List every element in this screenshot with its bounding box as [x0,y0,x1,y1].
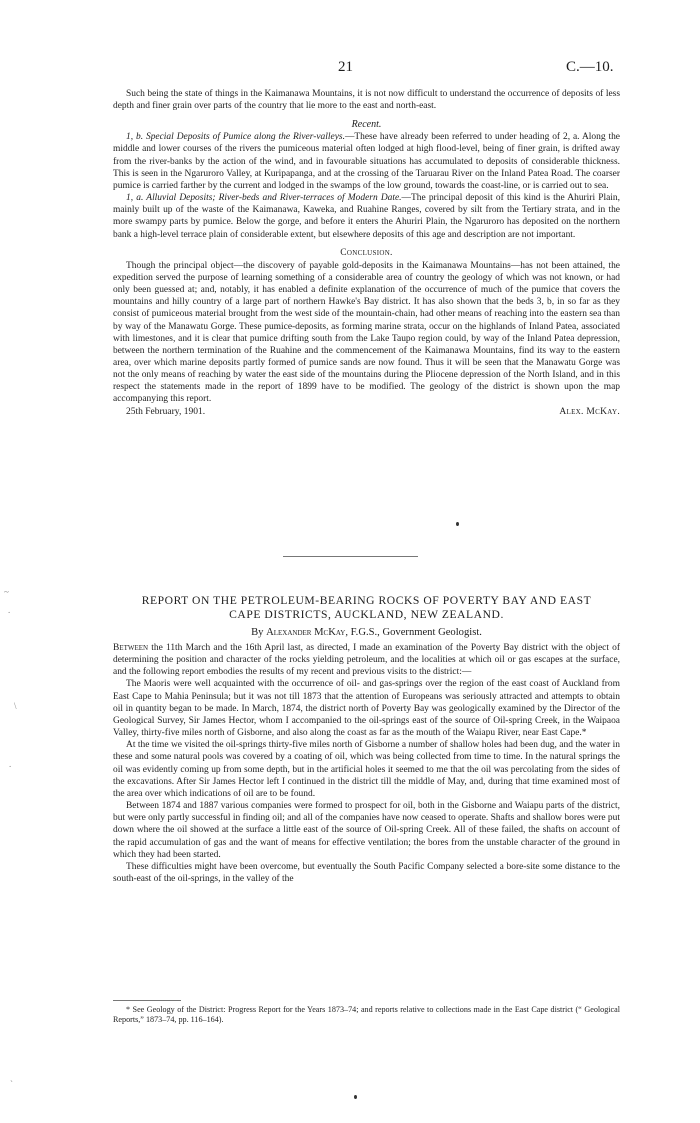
margin-mark: \ [14,701,17,711]
report-byline [113,626,620,639]
report-paragraph-1 [113,642,620,678]
signature: Alex. McKay. [559,406,620,417]
recent-paragraph-a [113,192,620,241]
report-author: Alexander McKay [266,627,346,638]
report-title-line-1: REPORT ON THE PETROLEUM-BEARING ROCKS OF POVERTY BAY AND EAST [141,594,592,607]
report-paragraph-5: These difficulties might have been overcome, but eventually the South Pacific Company selected a bore-site some distance to the south-east of the oil-springs, in the valley of the [113,861,620,884]
recent-paragraph-b-text: —These have already been referred to under heading of 2, a. Along the middle and lower courses of the rivers the pumiceous material often lodged at high flood-level, being of finer grain, is drifted away from the river-banks by the action of the wind, and in favourable situations has accumulated to deposits of considerable thickness. This is seen in the Ngaruroro Valley, at Kuripapanga, and at the crossing of the Taruarau River on the Inland Patea Road. The coarser pumice is carried farther by the current and lodged in the swamps of the low ground, towards the coast-line, or is carried out to sea. [113,132,620,191]
report-paragraph-3: At the time we visited the oil-springs thirty-five miles north of Gisborne a number of shallow holes had been dug, and the water in these and some natural pools was covered by a coating of oil, which was being collected from time to time. In the natural springs the oil was evidently coming up from some depth, but in the artificial holes it seemed to me that the oil was percolating from the sides of the excavations. After Sir James Hector left I continued in the district till the middle of May, and, during that time examined most of the area over which indications of oil are to be found. [113,740,620,799]
report-date: 25th February, 1901. [126,406,206,417]
byline-prefix: By [251,627,264,638]
document-code: C.—10. [566,59,614,75]
recent-paragraph-b [113,131,620,192]
recent-paragraph-b-label: 1, b. Special Deposits of Pumice along the River-valleys. [126,132,345,143]
report-paragraph-4: Between 1874 and 1887 various companies were formed to prospect for oil, both in the Gisborne and Waiapu parts of the district, but were only partly successful in finding oil; and all of the companies have now ceased to operate. Shafts and shallow bores were put down where the oil showed at the surface a little east of the source of Oil-spring Creek. All of these failed, the shafts on account of the rapid accumulation of gas and the want of means for effective ventilation; the bores from the unstable character of the ground in which they had been started. [113,801,620,860]
report-paragraph-2: The Maoris were well acquainted with the occurrence of oil- and gas-springs over the region of the east coast of Auckland from East Cape to Mahia Peninsula; but it was not till 1873 that the attention of Europeans was seriously attracted and attempts to obtain oil in quantity began to be made. In March, 1874, the district north of Poverty Bay was geologically examined by the Director of the Geological Survey, Sir James Hector, whom I accompanied to the oil-springs east of the source of Oil-spring Creek, in the Waipaoa Valley, thirty-five miles north of Gisborne, and also along the coast as far as the mouth of the Waiapu River, near East Cape.* [113,679,620,739]
footnote: * See Geology of the District: Progress Report for the Years 1873–74; and reports relative to collections made in the East Cape district (“ Geological Reports,” 1873–74, pp. 116–164). [113,1005,620,1025]
margin-mark: ` [10,1079,13,1089]
section-divider [283,556,418,557]
margin-mark: . [9,759,12,769]
conclusion-heading: Conclusion. [340,247,393,258]
footnote-divider [113,1000,181,1001]
recent-paragraph-a-text: —The principal deposit of this kind is the Ahuriri Plain, mainly built up of the waste of the Kaimanawa, Kaweka, and Ruahine Ranges, covered by silt from the Tertiary strata, and in the more swampy parts by pumice. Below the gorge, and before it enters the Ahuriri Plain, the Ngaruroro has deposited on the northern bank a high-level terrace plain of considerable extent, but elsewhere deposits of this age and description are not important. [113,193,620,240]
upper-section [113,88,620,418]
recent-paragraph-a-label: 1, a. Alluvial Deposits; River-beds and River-terraces of Modern Date. [126,193,402,204]
margin-mark: . [8,605,11,615]
report-paragraph-1-text: the 11th March and the 16th April last, as directed, I made an examination of the Poverty Bay district with the object of determining the position and character of the rocks yielding petroleum, and the localities at which oil or gas escapes at the surface, and the following report embodies the results of my recent and previous visits to the district:— [113,643,620,678]
ink-speck [354,1095,357,1099]
ink-speck [456,522,459,526]
footnote-section [113,1005,620,1025]
report-lead-word: Between [113,643,149,653]
report-section [113,594,620,885]
report-title-line-2: CAPE DISTRICTS, AUCKLAND, NEW ZEALAND. [229,607,504,621]
intro-paragraph: Such being the state of things in the Kaimanawa Mountains, it is not now difficult to understand the occurrence of deposits of less depth and finer grain over parts of the country that lie more to the east and north-east. [113,89,620,112]
page-number: 21 [338,59,353,75]
signature-line [113,406,620,418]
byline-suffix: , F.G.S., Government Geologist. [345,627,482,638]
conclusion-paragraph: Though the principal object—the discovery of payable gold-deposits in the Kaimanawa Mountains—has not been attained, the expedition served the purpose of learning something of a considerable area of country the geology of which was not known, or had only been guessed at; and, notably, it has enabled a definite explanation of the occurrence of much of the pumice that covers the mountains and hilly country of a large part of northern Hawke's Bay district. It has also shown that the beds 3, b, in so far as they consist of pumiceous material brought from the west side of the mountain-chain, had other means of reaching into the eastern sea than by way of the Manawatu Gorge. These pumice-deposits, as forming marine strata, occur on the highlands of Inland Patea, associated with limestones, and it is clear that pumice drifting south from the Lake Taupo region could, by way of the Inland Patea depression, between the northern termination of the Ruahine and the commencement of the Kaimanawa Mountains, find its way to the eastern area, over which marine deposits partly formed of pumice sands are now found. Thus it will be seen that the Manawatu Gorge was not the only means of reaching by water the east side of the mountains during the Pliocene depression of the North Island, and in this respect the statements made in the report of 1899 have to be modified. The geology of the district is shown upon the map accompanying this report. [113,260,620,405]
recent-heading: Recent. [351,119,382,131]
margin-mark: ~ [4,587,9,597]
